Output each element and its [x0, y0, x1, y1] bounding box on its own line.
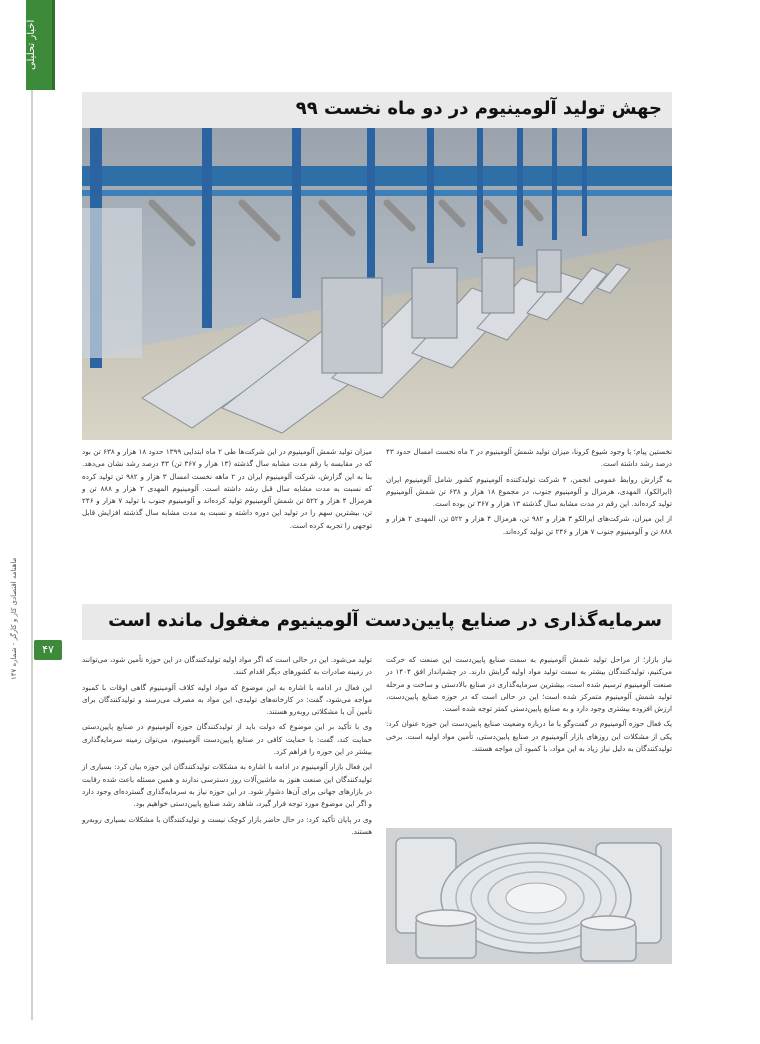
article1-right-paragraph: به گزارش روابط عمومی انجمن، ۴ شرکت تولیدکننده آلومینیوم کشور شامل آلومینیوم ایران (ایرالکو)، المهدی، هرمزال و آلومینیوم جنوب، در مجموع ۱۸ هزار و ۶۳۸ تن شمش آلومینیوم تولید کرده‌اند. این رقم در مدت مشابه سال گذشته ۱۳ هزار و ۳۶۷ تن بوده است. — [386, 474, 672, 509]
section-tab-label: اخبار تحلیلی — [26, 19, 37, 71]
article2-column-right — [386, 654, 672, 824]
article2-title-bar — [82, 604, 672, 640]
article2-left-paragraph: این فعال بازار آلومینیوم در ادامه با اشاره به مشکلات تولیدکنندگان این حوزه بیان کرد: بسیاری از تولیدکنندگان این صنعت هنوز به ماشین‌آلات روز دسترسی ندارند و همین مسئله باعث شده رقابت در بازارهای جهانی برای آن‌ها دشوار شود. در این حوزه نیاز به سرمایه‌گذاری گسترده‌ای وجود دارد و اگر این موضوع مورد توجه قرار گیرد، شاهد رشد صنایع پایین‌دستی خواهیم بود. — [82, 762, 372, 809]
article2-left-paragraph: وی در پایان تأکید کرد: در حال حاضر بازار کوچک نیست و تولیدکنندگان با مشکلات بسیاری روبه‌رو هستند. — [82, 814, 372, 836]
article2-column-left — [82, 654, 372, 964]
article1-right-paragraph: از این میزان، شرکت‌های ایرالکو ۳ هزار و ۹۸۲ تن، هرمزال ۴ هزار و ۵۲۲ تن، المهدی ۲ هزار و ۸۸۸ تن و آلومینیوم جنوب ۷ هزار و ۲۴۶ تن تولید کرده‌اند. — [386, 514, 672, 536]
section-tab-accent — [52, 0, 55, 90]
article2-title: سرمایه‌گذاری در صنایع پایین‌دست آلومینیوم مغفول مانده است — [108, 610, 662, 631]
article1-title-bar — [82, 92, 672, 128]
article2-left-paragraph: وی با تأکید بر این موضوع که دولت باید از تولیدکنندگان حوزه آلومینیوم در صنایع پایین‌دستی حمایت کند، گفت: با حمایت کافی در صنایع پایین‌دست آلومینیوم، می‌توان زمینه سرمایه‌گذاری بیشتر در این حوزه را فراهم کرد. — [82, 722, 372, 757]
article2-left-paragraph: تولید می‌شود. این در حالی است که اگر مواد اولیه تولیدکنندگان در این حوزه تأمین شود، می‌توانند در زمینه صادرات به کشورهای دیگر اقدام کنند. — [82, 655, 372, 677]
article2-left-paragraph: این فعال در ادامه با اشاره به این موضوع که مواد اولیه کلاف آلومینیوم گاهی اوقات با کمبود مواجه می‌شود، گفت: در کارخانه‌های تولیدی، این مواد به مصرف می‌رسند و تولیدکنندگان برای تأمین آن با مشکلاتی روبه‌رو هستند. — [82, 682, 372, 717]
article1-column-right — [386, 446, 672, 596]
smelter-photo — [82, 128, 672, 440]
margin-rule — [31, 90, 33, 1020]
article2-right-paragraph: یک فعال حوزه آلومینیوم در گفت‌وگو با ما درباره وضعیت صنایع پایین‌دست این حوزه عنوان کرد: یکی از مشکلات این روزهای بازار آلومینیوم در صنایع پایین‌دستی، تأمین مواد اولیه است. برخی تولیدکنندگان به دلیل نیاز زیاد به این مواد، با کمبود آن مواجه هستند. — [386, 719, 672, 754]
article1-left-paragraph: میزان تولید شمش آلومینیوم در این شرکت‌ها طی ۲ ماه ابتدایی ۱۳۹۹ حدود ۱۸ هزار و ۶۳۸ تن بود که در مقایسه با رقم مدت مشابه سال گذشته (۱۳ هزار و ۳۶۷ تن) ۴۳ درصد رشد نشان می‌دهد. بنا به این گزارش، شرکت آلومینیوم ایران در ۲ ماهه نخست امسال ۳ هزار و ۹۸۲ تن تولید کرده که نسبت به مدت مشابه سال قبل رشد داشته است. آلومینیوم المهدی ۲ هزار و ۸۸۸ تن و هرمزال ۴ هزار و ۵۲۲ تن شمش آلومینیوم تولید کرده‌اند و آلومینیوم جنوب با تولید ۷ هزار و ۲۴۶ تن، بیشترین سهم را در تولید این دوره داشته و نسبت به مدت مشابه سال گذشته افزایش قابل توجهی را تجربه کرده است. — [82, 447, 372, 530]
aluminum-cans-photo — [386, 828, 672, 964]
article2-right-paragraph: نیاز بازار؛ از مراحل تولید شمش آلومینیوم به سمت صنایع پایین‌دست این صنعت که حرکت می‌کنیم، تولیدکنندگان بیشتر به سمت تولید مواد اولیه گرایش دارند. در چشم‌انداز افق ۱۴۰۴ در صنعت آلومینیوم ترسیم شده است، بیشترین سرمایه‌گذاری در صنایع بالادستی و ساخت و مرحله تولید شمش آلومینیوم متمرکز شده است؛ این در حالی است که در حوزه صنایع پایین‌دست، ارزش افزوده بیشتری وجود دارد و به صنایع پایین‌دستی کمتر توجه شده است. — [386, 655, 672, 714]
section-tab — [26, 0, 52, 90]
article1-right-paragraph: نخستین پیام؛ با وجود شیوع کرونا، میزان تولید شمش آلومینیوم در ۲ ماه نخست امسال حدود ۴۳ درصد رشد داشته است. — [386, 447, 672, 469]
aluminum-containers-illustration — [386, 828, 672, 964]
smelter-illustration — [82, 128, 672, 440]
article1-title: جهش تولید آلومینیوم در دو ماه نخست ۹۹ — [295, 98, 662, 119]
page-number: ۴۷ — [34, 640, 62, 660]
running-footer: ماهنامه اقتصادی کار و کارگر - شماره ۱۴۷ — [10, 557, 18, 680]
article1-column-left — [82, 446, 372, 596]
